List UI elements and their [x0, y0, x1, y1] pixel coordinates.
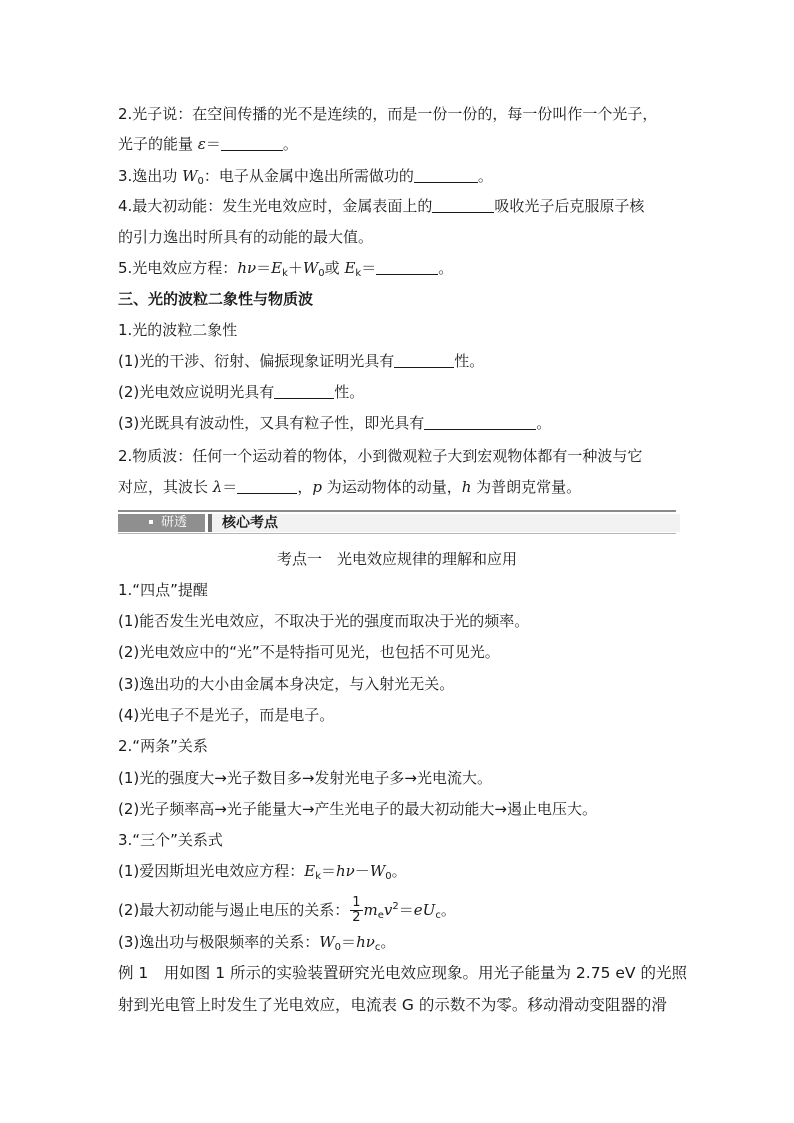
- banner-top-rule: [118, 510, 676, 512]
- subheading: 2.“两条”关系: [118, 737, 208, 755]
- fill-blank[interactable]: [414, 167, 478, 183]
- text-line: 光子的能量 ε＝ 。: [118, 135, 298, 153]
- formula-line: (1)爱因斯坦光电效应方程：$E_k=h\nu-W_0$。: [118, 862, 407, 882]
- text-line: (3)光既具有波动性，又具有粒子性，即光具有 。: [118, 414, 552, 432]
- fill-blank[interactable]: [424, 414, 536, 430]
- formula-line: (3)逸出功与极限频率的关系：$W_0=h\nu_c$。: [118, 933, 396, 953]
- section-banner: [118, 510, 676, 534]
- topic-title: 考点一 光电效应规律的理解和应用: [276, 550, 517, 568]
- fill-blank[interactable]: [274, 383, 334, 399]
- banner-title: 核心考点: [222, 515, 278, 531]
- text-line: 2.物质波：任何一个运动着的物体，小到微观粒子大到宏观物体都有一种波与它: [118, 447, 643, 465]
- text-line: (2)光电效应说明光具有 性。: [118, 383, 365, 401]
- banner-bottom-rule: [118, 533, 676, 534]
- section-heading: 三、光的波粒二象性与物质波: [118, 290, 314, 308]
- text-line: 对应，其波长 λ＝ ，p 为运动物体的动量，h 为普朗克常量。: [118, 478, 582, 496]
- text-line: 4.最大初动能：发生光电效应时，金属表面上的 吸收光子后克服原子核: [118, 197, 645, 215]
- text-line: 2.光子说：在空间传播的光不是连续的，而是一份一份的，每一份叫作一个光子，: [118, 105, 658, 123]
- fill-blank[interactable]: [432, 197, 494, 213]
- fraction: $\frac{1}{2}$: [352, 895, 361, 925]
- example-line: 例 1 用如图 1 所示的实验装置研究光电效应现象。用光子能量为 2.75 eV 的光照: [118, 964, 687, 982]
- text-line: (2)光子频率高→光子能量大→产生光电子的最大初动能大→遏止电压大。: [118, 800, 597, 818]
- text-line: (4)光电子不是光子，而是电子。: [118, 706, 335, 724]
- formula-line: (2)最大初动能与遏止电压的关系： $\frac{1}{2}$ $m_ev^2=eU_c$。: [118, 895, 456, 925]
- example-line: 射到光电管上时发生了光电效应，电流表 G 的示数不为零。移动滑动变阻器的滑: [118, 996, 667, 1014]
- subheading: 3.“三个”关系式: [118, 831, 223, 849]
- text-line: (1)光的强度大→光子数目多→发射光电子多→光电流大。: [118, 769, 492, 787]
- text-line: 1.光的波粒二象性: [118, 321, 238, 339]
- text-line: (1)光的干涉、衍射、偏振现象证明光具有 性。: [118, 352, 485, 370]
- text-line: (1)能否发生光电效应，不取决于光的强度而取决于光的频率。: [118, 612, 530, 630]
- text-line: 5.光电效应方程：$h\nu=E_k+W_0$或 $E_k=$ 。: [118, 259, 454, 279]
- text-line: (3)逸出功的大小由金属本身决定，与入射光无关。: [118, 675, 455, 693]
- text-line: 3.逸出功 $W_0$：电子从金属中逸出所需做功的 。: [118, 167, 493, 187]
- text-line: (2)光电效应中的“光”不是特指可见光，也包括不可见光。: [118, 643, 500, 661]
- subheading: 1.“四点”提醒: [118, 581, 208, 599]
- banner-tag: 研透: [118, 514, 205, 532]
- fill-blank[interactable]: [394, 352, 454, 368]
- banner-title-bg: [208, 514, 680, 532]
- fill-blank[interactable]: [221, 135, 283, 151]
- fill-blank[interactable]: [237, 478, 297, 494]
- bullet-icon: [149, 520, 153, 524]
- fill-blank[interactable]: [376, 259, 438, 275]
- text-line: 的引力逸出时所具有的动能的最大值。: [118, 228, 374, 246]
